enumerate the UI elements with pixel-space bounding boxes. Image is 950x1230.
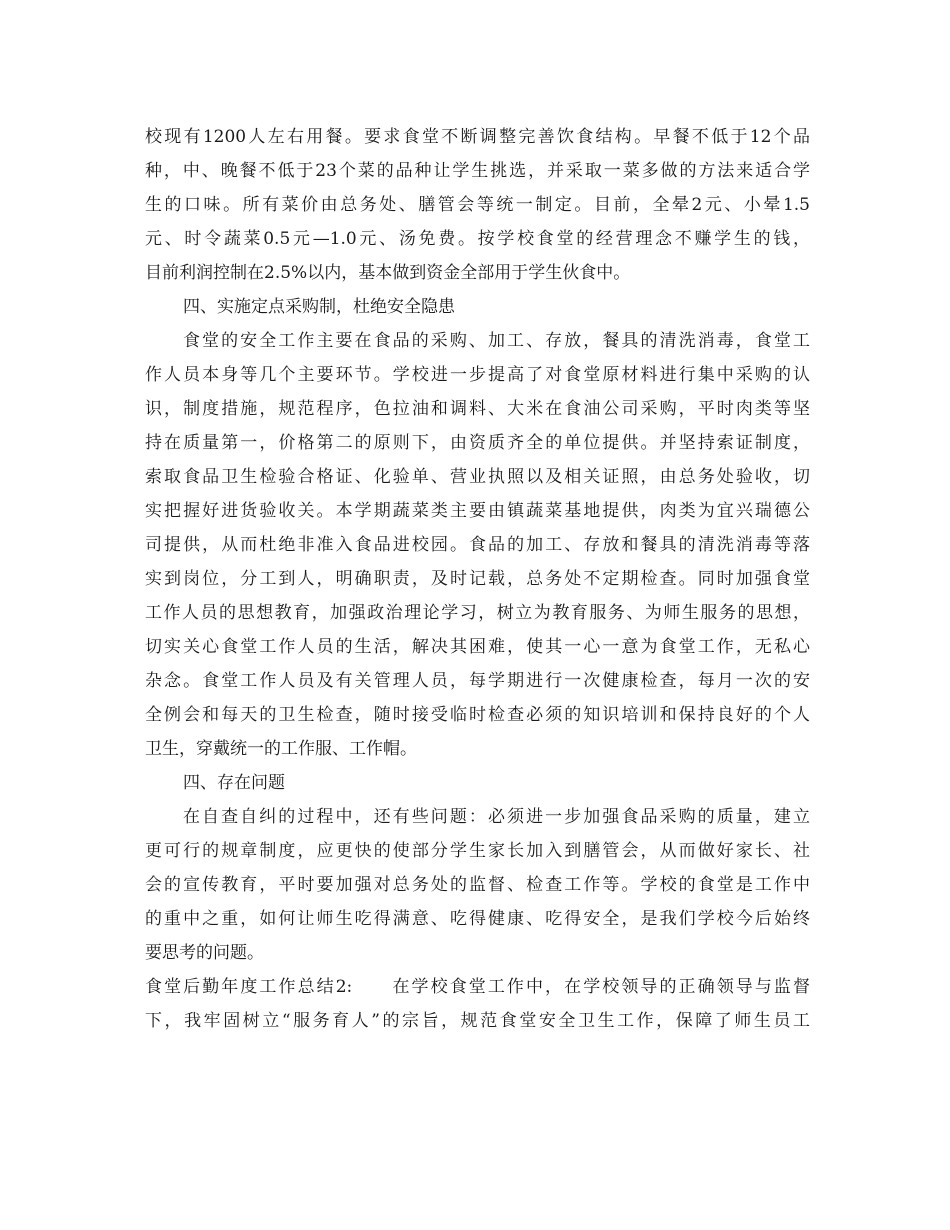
section-heading: 四、存在问题 — [183, 773, 285, 793]
text-line: 司提供，从而杜绝非准入食品进校园。食品的加工、存放和餐具的清洗消毒等落 — [145, 535, 810, 555]
text-line: 持在质量第一，价格第二的原则下，由资质齐全的单位提供。并坚持索证制度， — [145, 433, 810, 453]
text-line: 实到岗位，分工到人，明确职责，及时记载，总务处不定期检查。同时加强食堂 — [145, 569, 810, 589]
text-line: 实把握好进货验收关。本学期蔬菜类主要由镇蔬菜基地提供，肉类为宜兴瑞德公 — [145, 501, 810, 521]
text-line: 生的口味。所有菜价由总务处、膳管会等统一制定。目前，全晕2元、小晕1.5 — [145, 195, 810, 215]
paragraph-first-line: 食堂的安全工作主要在食品的采购、加工、存放，餐具的清洗消毒，食堂工 — [183, 331, 810, 351]
text-line: 杂念。食堂工作人员及有关管理人员，每学期进行一次健康检查，每月一次的安 — [145, 671, 810, 691]
text-line: 更可行的规章制度，应更快的使部分学生家长加入到膳管会，从而做好家长、社 — [145, 841, 810, 861]
text-line: 的重中之重，如何让师生吃得满意、吃得健康、吃得安全，是我们学校今后始终 — [145, 909, 810, 929]
text-line: 工作人员的思想教育，加强政治理论学习，树立为教育服务、为师生服务的思想， — [145, 603, 810, 623]
text-line: 校现有1200人左右用餐。要求食堂不断调整完善饮食结构。早餐不低于12个品 — [145, 127, 810, 147]
text-line: 元、时令蔬菜0.5元—1.0元、汤免费。按学校食堂的经营理念不赚学生的钱， — [145, 229, 810, 249]
text-line: 种，中、晚餐不低于23个菜的品种让学生挑选，并采取一菜多做的方法来适合学 — [145, 161, 810, 181]
document-body — [145, 120, 810, 1038]
text-line: 切实关心食堂工作人员的生活，解决其困难，使其一心一意为食堂工作，无私心 — [145, 637, 810, 657]
text-line: 作人员本身等几个主要环节。学校进一步提高了对食堂原材料进行集中采购的认 — [145, 365, 810, 385]
text-line: 卫生，穿戴统一的工作服、工作帽。 — [145, 739, 417, 759]
text-line: 全例会和每天的卫生检查，随时接受临时检查必须的知识培训和保持良好的个人 — [145, 705, 810, 725]
section-heading: 四、实施定点采购制，杜绝安全隐患 — [183, 297, 455, 317]
text-line: 下，我牢固树立“服务育人”的宗旨，规范食堂安全卫生工作，保障了师生员工 — [145, 1011, 810, 1031]
text-line: 要思考的问题。 — [145, 943, 264, 963]
text-line: 会的宣传教育，平时要加强对总务处的监督、检查工作等。学校的食堂是工作中 — [145, 875, 810, 895]
summary-title-line: 食堂后勤年度工作总结2: 在学校食堂工作中，在学校领导的正确领导与监督 — [145, 977, 810, 997]
paragraph-first-line: 在自查自纠的过程中，还有些问题：必须进一步加强食品采购的质量，建立 — [183, 807, 810, 827]
text-line: 目前利润控制在2.5%以内，基本做到资金全部用于学生伙食中。 — [145, 263, 631, 283]
text-line: 索取食品卫生检验合格证、化验单、营业执照以及相关证照，由总务处验收，切 — [145, 467, 810, 487]
text-line: 识，制度措施，规范程序，色拉油和调料、大米在食油公司采购，平时肉类等坚 — [145, 399, 810, 419]
